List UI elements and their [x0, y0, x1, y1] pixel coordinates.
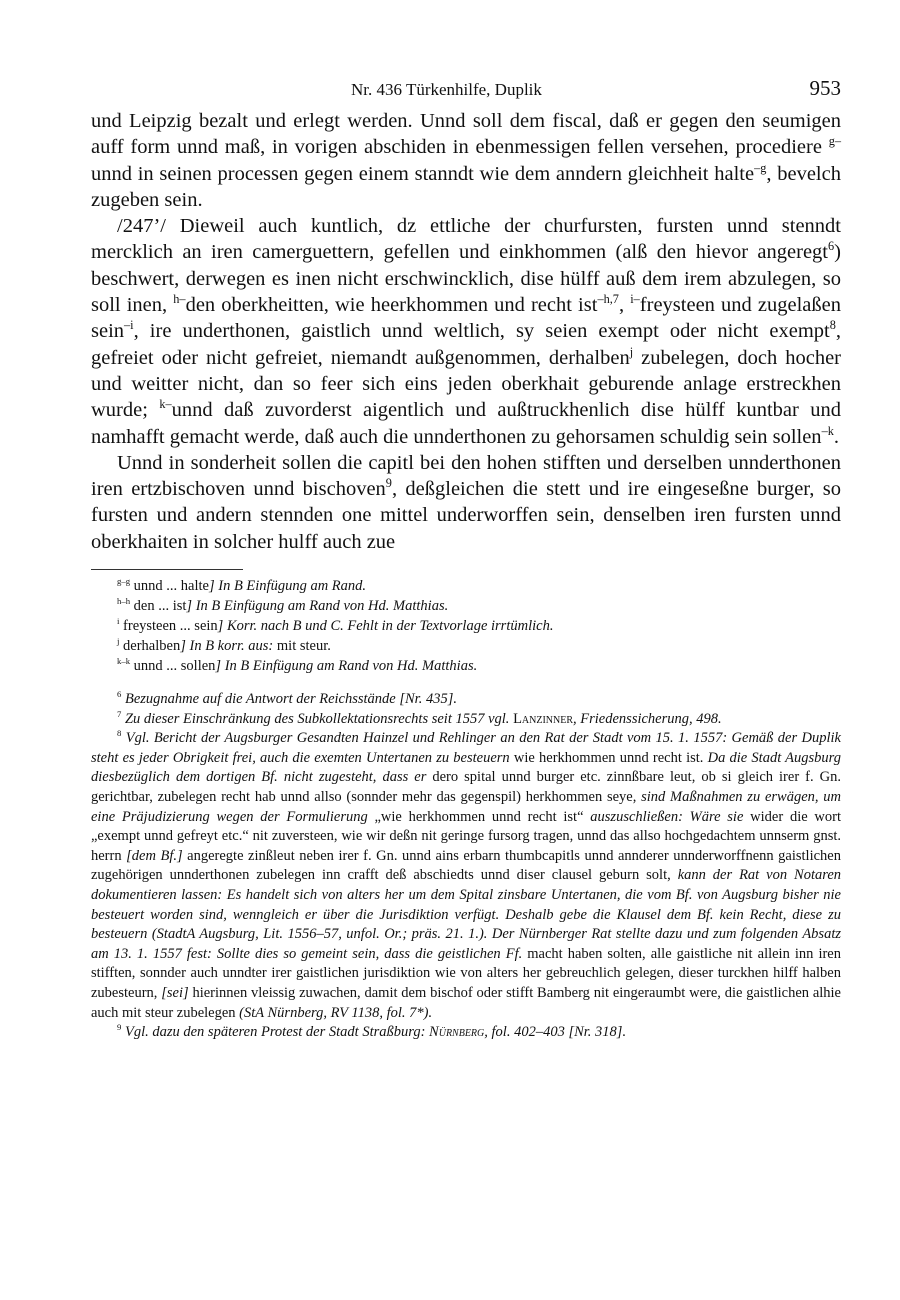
footnote-8-segment: hierinnen vleissig zuwachen, damit dem bischof oder stifft Bamberg nit eingeraumbt were, die gaistlichen alhie auch mit steur zubelegen: [91, 984, 841, 1021]
footnote-8-segment: sind Maßnahmen zu erwägen, um eine Präjudizierung wegen der Formulierung: [91, 789, 841, 825]
footnote-8-segment: kann der Rat von Notaren dokumentieren lassen: Es handelt sich von alters her um dem Spital zinsbare Untertanen, die vom Bf. von Augsburg bisher nie besteuert worden sind, wenngleich er über die Jurisdiktion verfügt. Deshalb gebe die Klausel dem Bf. kein Recht, diese zu besteuern (StadtA Augsburg, Lit. 1556–57, unfol. Or.; präs. 21. 1.). Der Nürnberger Rat stellte dazu und zum folgenden Absatz am 13. 1. 1557 fest: Sollte dies so gemeint sein, dass die geistlichen Ff.: [91, 867, 842, 962]
main-text: [91, 108, 841, 555]
paragraph-3: Unnd in sonderheit sollen die capitl bei den hohen stifften und derselben unnderthonen iren ertzbischoven unnd bischoven$^9$, deßgleichen die stett und ire eingeseßne burger, so fursten und andern stennden one mittel underworffen sein, denselben iren fursten unnd oberkhaiten in solcher hulff auch zue: [91, 451, 841, 553]
footnote-7: $^7$ Zu dieser Einschränkung des Subkollektationsrechts seit 1557 vgl. Lanzinner, Friedenssicherung, 498.: [117, 708, 722, 727]
footnote-divider: [91, 569, 243, 570]
apparatus-entry: $^{k-k}$ unnd ... sollen] In B Einfügung am Rand von Hd. Matthias.: [117, 656, 478, 675]
apparatus-entry: $^j$ derhalben] In B korr. aus: mit steur.: [117, 636, 331, 655]
footnote-8-segment: [sei]: [161, 984, 193, 1001]
running-title: Nr. 436 Türkenhilfe, Duplik: [351, 80, 542, 99]
footnotes: [91, 690, 841, 1043]
apparatus-marker: –h,7: [597, 292, 619, 307]
apparatus-marker: j: [629, 344, 634, 359]
footnote-8-segment: (StA Nürnberg, RV 1138, fol. 7*).: [239, 1004, 433, 1021]
footnote-6: $^6$ Bezugnahme auf die Antwort der Reichsstände [Nr. 435].: [117, 689, 457, 708]
document-page: [91, 76, 841, 1043]
apparatus-marker: k–: [159, 397, 172, 412]
footnote-8-segment: [dem Bf.]: [126, 847, 188, 864]
critical-apparatus: [91, 576, 841, 676]
footnote-9: $^9$ Vgl. dazu den späteren Protest der Stadt Straßburg: Nürnberg, fol. 402–403 [Nr. 318].: [117, 1022, 627, 1041]
apparatus-marker: –g: [754, 160, 767, 175]
footnote-8-segment: auszuschließen: Wäre sie: [590, 808, 751, 825]
page-header: [91, 76, 841, 106]
apparatus-entry: $^{g-g}$ unnd ... halte] In B Einfügung am Rand.: [117, 576, 367, 595]
footnote-8: $^8$ Vgl. Bericht der Augsburger Gesandten Hainzel und Rehlinger an den Rat der Stadt vom 15. 1. 1557: Gemäß der Duplik steht es jeder Obrigkeit frei, auch die exemten Untertanen zu besteuern wie herkhommen unnd recht ist. Da die Stadt Augsburg diesbezüglich dem dortigen Bf. nicht zugesteht, dass er dero spital unnd burger etc. zinnßbare leut, ob si gleich irer f. Gn. gerichtbar, zubelegen recht hab unnd allso (sonnder mehr das gegenspil) herkhommen seye, sind Maßnahmen zu erwägen, um eine Präjudizierung wegen der Formulierung „wie herkhommen unnd recht ist“ auszuschließen: Wäre sie wider die wort „exempt unnd gefreyt etc.“ nit zuversteen, wie wir deßn nit geringe fursorg tragen, unnd das allso hochgedachtem unnserm gnst. herrn [dem Bf.] angeregte zinßleut neben irer f. Gn. unnd ains erbarn thumbcapitls unnd annderer unnderworffnenn gaistlichen zugehörigen unnderthonen zubelegen inn crafft deß abschiedts unnd diser clausel geburn solt, kann der Rat von Notaren dokumentieren lassen: Es handelt sich von alters her um dem Spital zinsbare Untertanen, die vom Bf. von Augsburg bisher nie besteuert worden sind, wenngleich er über die Jurisdiktion verfügt. Deshalb gebe die Klausel dem Bf. kein Recht, diese zu besteuern (StadtA Augsburg, Lit. 1556–57, unfol. Or.; präs. 21. 1.). Der Nürnberger Rat stellte dazu und zum folgenden Absatz am 13. 1. 1557 fest: Sollte dies so gemeint sein, dass die geistlichen Ff. macht haben solten, alle gaistliche nit allein inn iren stifften, sonnder auch unndter irer gaistlichen jurisdiktion wie von alters her gebreuchlich gelegen, dieser turckhen hilff halben zubesteurn, [sei] hierinnen vleissig zuwachen, damit dem bischof oder stifft Bamberg nit eingeraumbt were, die gaistlichen alhie auch mit steur zubelegen (StA Nürnberg, RV 1138, fol. 7*).: [91, 728, 842, 1021]
apparatus-entry: $^i$ freysteen ... sein] Korr. nach B und C. Fehlt in der Textvorlage irrtümlich.: [117, 616, 554, 635]
footnote-ref: 6: [828, 239, 835, 254]
apparatus-entry: $^{h-h}$ den ... ist] In B Einfügung am Rand von Hd. Matthias.: [117, 596, 449, 615]
footnote-8-segment: Vgl. Bericht der Augsburger Gesandten Hainzel und Rehlinger an den Rat der Stadt vom 15. 1. 1557: Gemäß der Duplik steht es jeder Obrigkeit frei, auch die exemten Untertanen zu besteuern: [91, 730, 841, 766]
paragraph-1: und Leipzig bezalt und erlegt werden. Unnd soll dem fiscal, daß er gegen den seumigen auff form unnd maß, in vorigen abschiden in ebenmessigen fellen versehen, procediere $^{g-}$unnd in seinen processen gegen einem stanndt wie dem anndern gleichheit halte$^{-g}$, bevelch zugeben sein.: [91, 110, 841, 211]
footnote-ref: 9: [385, 476, 392, 491]
apparatus-marker: g–: [828, 134, 841, 149]
footnote-8-segment: „wie herkhommen unnd recht ist“: [374, 808, 591, 825]
apparatus-marker: –k: [821, 423, 834, 438]
paragraph-2: /247’/ Dieweil auch kuntlich, dz ettliche der churfursten, fursten unnd stenndt mercklich an iren camerguettern, gefellen und einkhommen (alß den hievor angeregt$^6$) beschwert, derwegen es inen nicht erschwincklich, dise hülff auß dem irem abzulegen, so soll inen, $^{h-}$den oberkheitten, wie heerkhommen und recht ist$^{-h,7}$, $^{i-}$freysteen und zugelaßen sein$^{-i}$, ire underthonen, gaistlich unnd weltlich, sy seien exempt oder nicht exempt$^8$, gefreiet oder nicht gefreiet, niemandt außgenommen, derhalben$^j$ zubelegen, doch hocher und weitter nicht, dan so feer sich eins jeden oberkhait geburende anlage erstreckhen wurde; $^{k-}$unnd daß zuvorderst aigentlich und außtruckhenlich dise hülff kuntbar und namhafft gemacht werde, daß auch die unnderthonen zu gehorsamen schuldig sein sollen$^{-k}$.: [91, 215, 841, 448]
apparatus-marker: h–: [173, 292, 186, 307]
footnote-8-segment: Da die Stadt Augsburg diesbezüglich dem dortigen Bf. nicht zugesteht, dass er: [91, 749, 842, 786]
page-number: 953: [809, 76, 841, 100]
footnote-8-segment: macht haben solten, alle gaistliche nit allein inn iren stifften, sonnder auch unndter irer gaistlichen jurisdiktion wie von alters her gebreuchlich gelegen, dieser turckhen hilff halben zubesteurn,: [91, 945, 841, 1001]
apparatus-marker: –i: [124, 318, 134, 333]
footnote-8-segment: wie herkhommen unnd recht ist.: [513, 749, 708, 766]
apparatus-marker: i–: [630, 292, 640, 307]
footnote-8-segment: wider die wort „exempt unnd gefreyt etc.“ nit zuversteen, wie wir deßn nit geringe fursorg tragen, unnd das allso hochgedachtem unnserm gnst. herrn: [91, 808, 841, 864]
footnote-ref: 8: [829, 318, 836, 333]
footnote-8-segment: dero spital unnd burger etc. zinnßbare leut, ob si gleich irer f. Gn. gerichtbar, zubelegen recht hab unnd allso (sonnder mehr das gegenspil) herkhommen seye,: [91, 769, 841, 806]
footnote-8-segment: angeregte zinßleut neben irer f. Gn. unnd ains erbarn thumbcapitls unnd annderer unnderworffnenn gaistlichen zugehörigen unnderthonen zubelegen inn crafft deß abschiedts unnd diser clausel geburn solt,: [91, 847, 841, 884]
